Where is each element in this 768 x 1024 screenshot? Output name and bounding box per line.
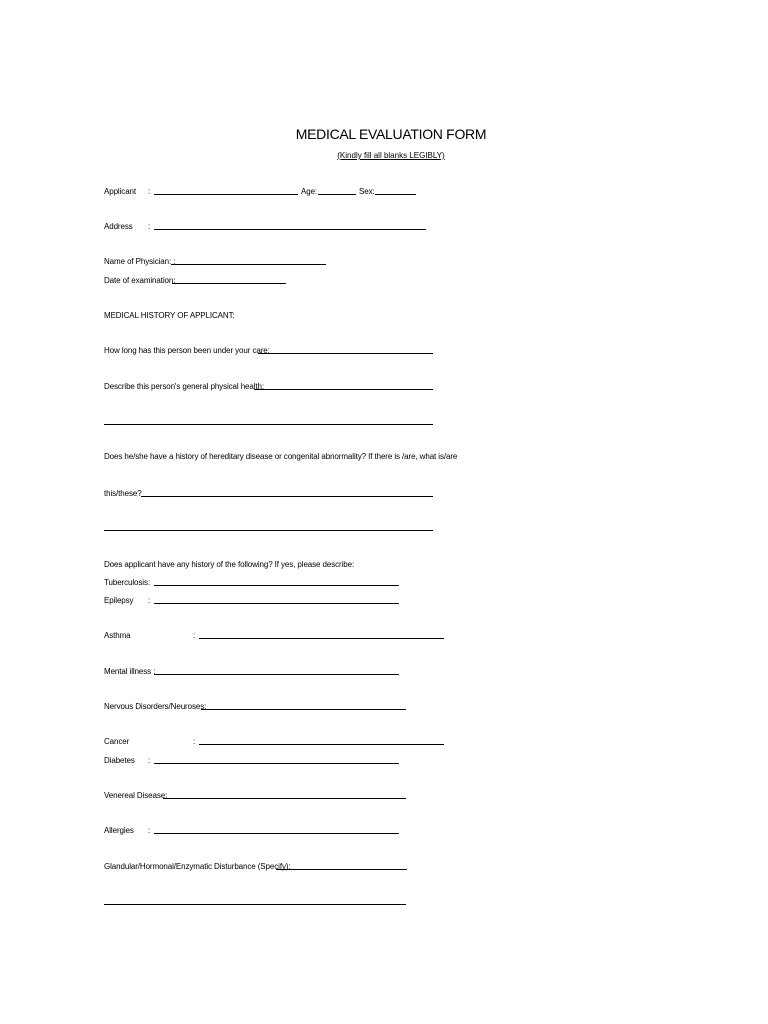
diabetes-colon: : [148, 756, 151, 765]
applicant-label: Applicant [104, 187, 137, 196]
hereditary-field-line-2[interactable] [104, 530, 433, 531]
age-label: Age: [301, 187, 318, 196]
cancer-label: Cancer [104, 737, 130, 746]
history-heading: MEDICAL HISTORY OF APPLICANT: [104, 311, 235, 320]
epilepsy-field[interactable] [154, 603, 399, 604]
hereditary-question: Does he/she have a history of hereditary disease or congenital abnormality? If there is /are, what is/are [104, 452, 458, 461]
age-field[interactable] [318, 194, 356, 195]
venereal-disease-label: Venereal Disease: [104, 791, 168, 800]
tuberculosis-field[interactable] [154, 585, 399, 586]
allergies-field[interactable] [154, 833, 399, 834]
address-colon: : [148, 222, 151, 231]
exam-date-field[interactable] [172, 283, 286, 284]
address-field[interactable] [154, 229, 426, 230]
asthma-label: Asthma [104, 631, 131, 640]
asthma-field[interactable] [199, 638, 444, 639]
asthma-colon: : [193, 631, 196, 640]
nervous-disorders-label: Nervous Disorders/Neuroses: [104, 702, 207, 711]
form-subtitle: (Kindly fill all blanks LEGIBLY) [337, 151, 445, 160]
cancer-colon: : [193, 737, 196, 746]
mental-illness-field[interactable] [154, 674, 399, 675]
address-label: Address [104, 222, 133, 231]
allergies-label: Allergies [104, 826, 134, 835]
venereal-disease-field[interactable] [163, 798, 406, 799]
allergies-colon: : [148, 826, 151, 835]
glandular-field-line-2[interactable] [104, 904, 406, 905]
mental-illness-label: Mental illness : [104, 667, 156, 676]
exam-date-label: Date of examination: [104, 276, 176, 285]
applicant-field[interactable] [154, 194, 298, 195]
glandular-label: Glandular/Hormonal/Enzymatic Disturbance (Specify): [104, 862, 291, 871]
sex-label: Sex: [359, 187, 375, 196]
conditions-question: Does applicant have any history of the following? If yes, please describe: [104, 560, 355, 569]
cancer-field[interactable] [199, 744, 444, 745]
physician-label: Name of Physician: : [104, 257, 176, 266]
physical-health-field[interactable] [254, 389, 433, 390]
sex-field[interactable] [375, 194, 416, 195]
form-title: MEDICAL EVALUATION FORM [295, 126, 487, 142]
physician-field[interactable] [171, 264, 326, 265]
epilepsy-label: Epilepsy [104, 596, 134, 605]
diabetes-field[interactable] [154, 763, 399, 764]
nervous-disorders-field[interactable] [201, 709, 406, 710]
care-duration-field[interactable] [258, 353, 433, 354]
physical-health-field-line-2[interactable] [104, 424, 433, 425]
tuberculosis-label: Tuberculosis [104, 578, 148, 587]
hereditary-field[interactable] [141, 496, 433, 497]
applicant-colon: : [148, 187, 151, 196]
physical-health-question: Describe this person's general physical health: [104, 382, 265, 391]
hereditary-question-cont: this/these? [104, 489, 142, 498]
tuberculosis-colon: : [148, 578, 151, 587]
diabetes-label: Diabetes [104, 756, 135, 765]
glandular-field[interactable] [276, 869, 407, 870]
care-duration-question: How long has this person been under your care: [104, 346, 270, 355]
epilepsy-colon: : [148, 596, 151, 605]
